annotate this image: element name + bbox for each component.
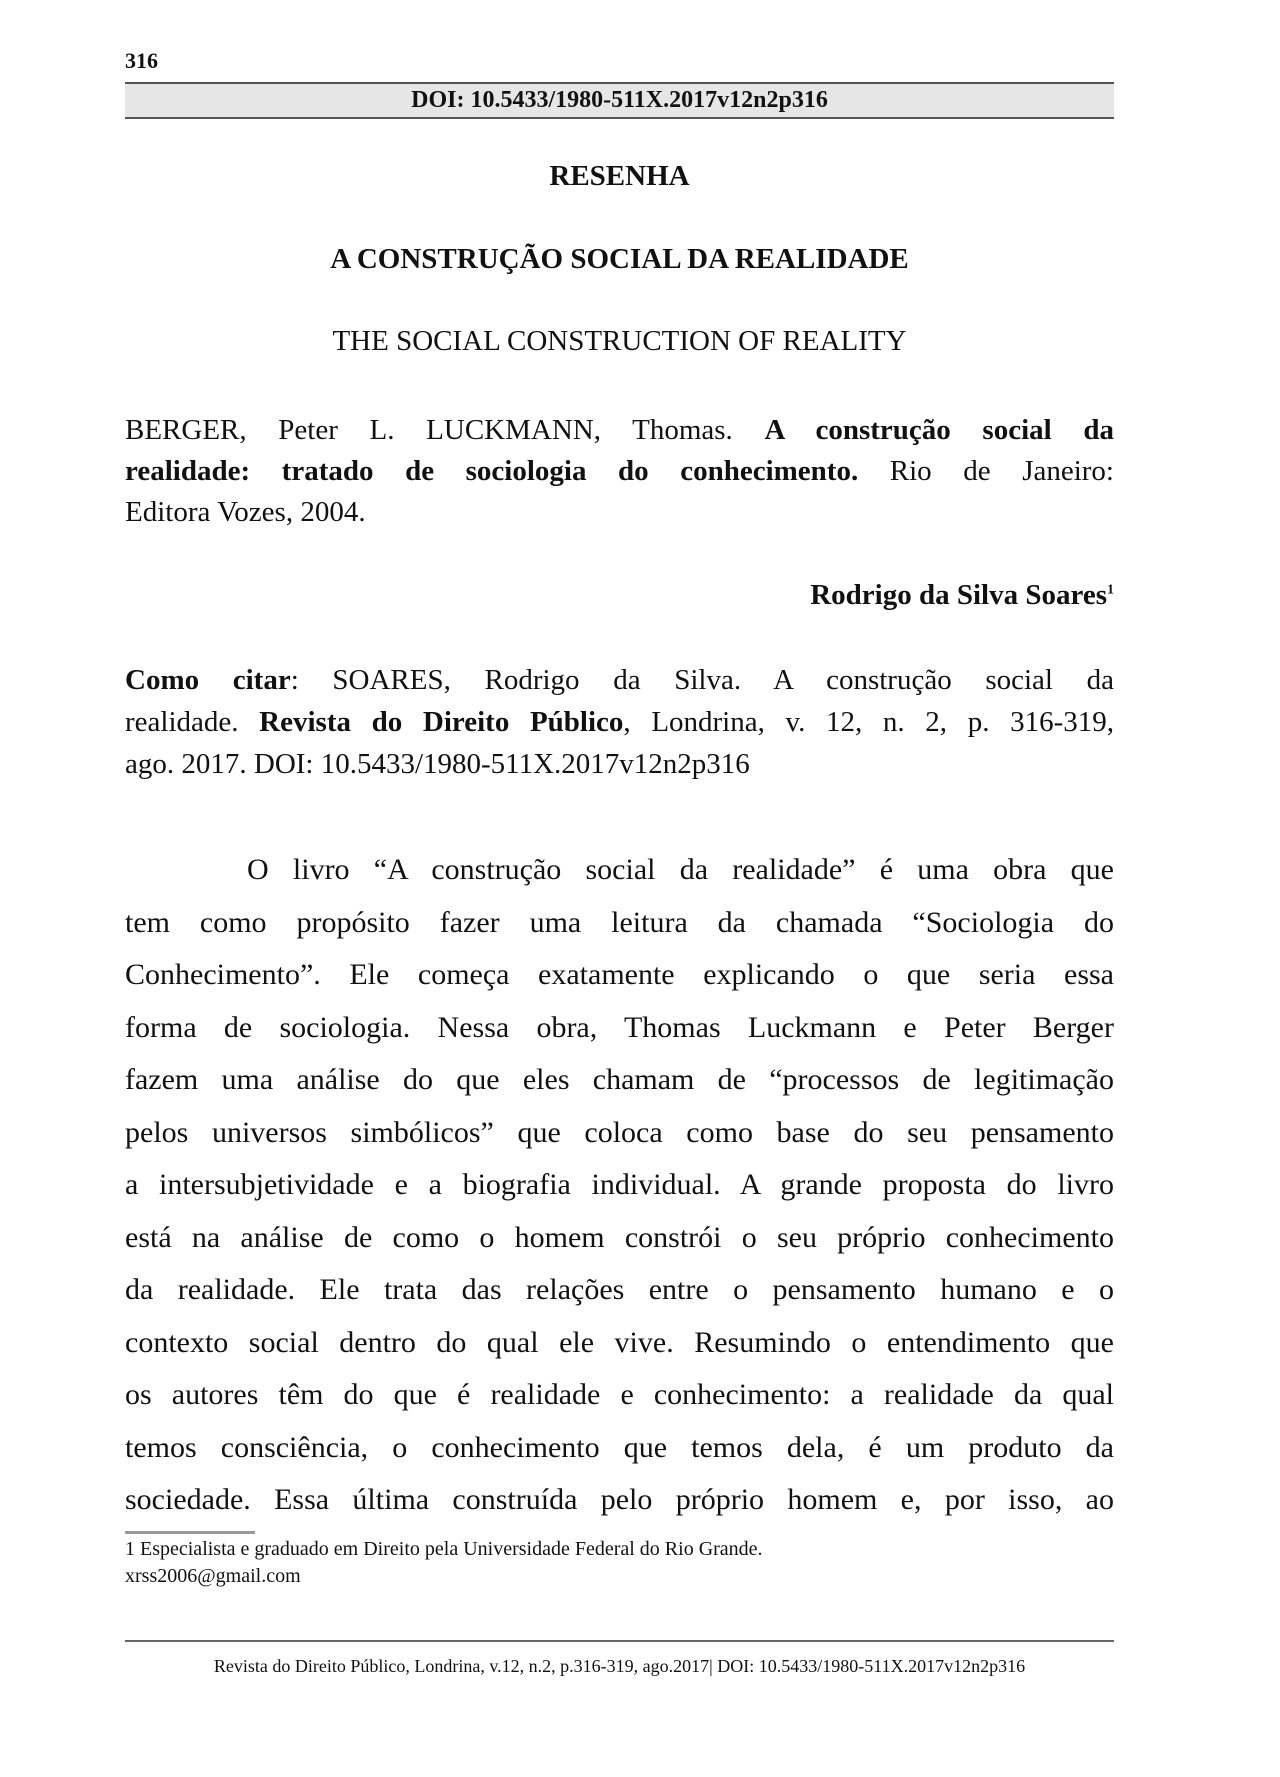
reference-book-title: A construção social da [764,414,1114,446]
cite-line [125,663,1114,697]
reference-line [125,413,1114,447]
cite-line [125,705,1114,739]
body-line: contexto social dentro do qual ele vive. Resumindo o entendimento que [125,1325,1114,1359]
body-line: Conhecimento”. Ele começa exatamente explicando o que seria essa [125,958,1114,991]
body-line: da realidade. Ele trata das relações entre o pensamento humano e o [125,1273,1114,1306]
title-en: THE SOCIAL CONSTRUCTION OF REALITY [332,325,907,357]
body-line: sociedade. Essa última construída pelo próprio homem e, por isso, ao [125,1483,1114,1516]
footer-rule [125,1640,1114,1642]
author-name-text: Rodrigo da Silva Soares [810,579,1107,611]
footnote-email[interactable]: xrss2006@gmail.com [125,1565,301,1587]
footnote-mark[interactable]: 1 [1107,582,1114,598]
cite-journal: Revista do Direito Público [259,706,624,738]
page-number: 316 [125,48,158,73]
cite-label: Como citar [125,664,291,696]
body-line: forma de sociologia. Nessa obra, Thomas Luckmann e Peter Berger [125,1010,1114,1044]
body-line: tem como propósito fazer uma leitura da chamada “Sociologia do [125,905,1114,939]
body-line: pelos universos simbólicos” que coloca como base do seu pensamento [125,1115,1114,1149]
cite-text: : SOARES, Rodrigo da Silva. A construção social da [290,664,1114,696]
page-footer: Revista do Direito Público, Londrina, v.12, n.2, p.316-319, ago.2017| DOI: 10.5433/1980-511X.2017v12n2p316 [213,1656,1026,1676]
section-label: RESENHA [549,160,690,192]
footnote-rule [125,1531,255,1534]
reference-authors: BERGER, Peter L. LUCKMANN, Thomas. [125,414,765,446]
reference-place: Rio de Janeiro: [858,455,1114,487]
reference-line: Editora Vozes, 2004. [125,496,366,528]
footnote-text: 1 Especialista e graduado em Direito pela Universidade Federal do Rio Grande. [125,1538,763,1560]
title-pt: A CONSTRUÇÃO SOCIAL DA REALIDADE [330,243,909,275]
body-line: está na análise de como o homem constrói o seu próprio conhecimento [125,1220,1114,1254]
cite-text: realidade. [125,706,260,738]
cite-line: ago. 2017. DOI: 10.5433/1980-511X.2017v12n2p316 [125,748,750,780]
body-line: a intersubjetividade e a biografia individual. A grande proposta do livro [125,1168,1114,1201]
body-line: temos consciência, o conhecimento que temos dela, é um produto da [125,1430,1114,1464]
doi-header-bar: DOI: 10.5433/1980-511X.2017v12n2p316 [125,82,1114,119]
reference-line [125,454,1114,488]
reference-book-title: realidade: tratado de sociologia do conhecimento. [125,455,859,487]
body-line: fazem uma análise do que eles chamam de “processos de legitimação [125,1063,1114,1096]
author-name [125,579,1114,612]
body-line: O livro “A construção social da realidade” é uma obra que [247,853,1114,886]
cite-text: , Londrina, v. 12, n. 2, p. 316-319, [623,706,1114,738]
body-line: os autores têm do que é realidade e conhecimento: a realidade da qual [125,1378,1114,1411]
